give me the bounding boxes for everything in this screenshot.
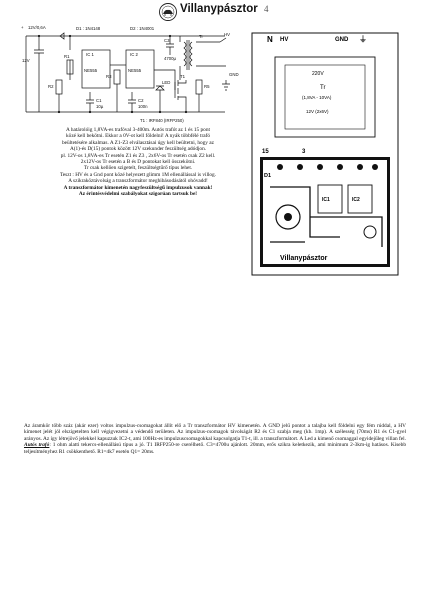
pcb-gnd-label: GND xyxy=(335,37,349,43)
schematic-r3-label: R3 xyxy=(106,74,112,79)
schematic-tr-label: Tr xyxy=(199,34,203,39)
instructions-block xyxy=(28,127,248,197)
schematic-ic1-label: IC 1 xyxy=(86,52,94,57)
schematic-ic1-part: NE555 xyxy=(84,68,98,73)
schematic-c1-label: C1 xyxy=(96,98,102,103)
instruction-line: pl. 12V-os 1,8VA-es Tr esetén Z1 és Z3 , 2x6V-os Tr esetén csak Z2 kell. xyxy=(60,152,216,159)
schematic-c2-label: C2 xyxy=(138,98,144,103)
schematic-hv-label: HV xyxy=(224,32,230,37)
schematic-c2-value: 100n xyxy=(138,104,148,109)
schematic-r5-label: R5 xyxy=(204,84,210,89)
instruction-line: A szikraköztávolság a transzformátor meghibásodásától ohóvadd! xyxy=(68,178,208,185)
description-part-2: : 1 ohm alatti tekercs-ellenállású típus a jó. T1 IRFP250-re cserélhető. C3=4700u ajánlott. 20mm, erős szikra keletkezik, ami minimum 2-3km-ig hatásos. Kisebb teljesítményhez R1 csökkenthető. R1=4k7 esetén Q1= 20ms. xyxy=(24,442,406,455)
schematic-c3-value: 4700µ xyxy=(164,56,177,61)
description-underline: Autós trafó xyxy=(24,442,50,449)
schematic-r1-label: R1 xyxy=(64,54,70,59)
pcb-terminal-3: 3 xyxy=(302,149,306,155)
pcb-tr-label: Tr xyxy=(320,85,326,91)
pcb-layout xyxy=(250,27,400,277)
schematic-c3-label: C3 xyxy=(164,38,170,43)
schematic-plus-label: + xyxy=(21,25,24,30)
page-mark: 4 xyxy=(264,4,269,14)
schematic-volt-label: 12V xyxy=(22,58,30,63)
description-part-1: Az áramkör több száz (akár ezer) voltos impulzus-csomagokat állít elő a Tr transzformátor HV kimenetén. A GND jelű pontot a talajba kell földelni egy fém rúddal, a HV kimenet jelét jól elszigetelten kell végigvezetni a védendő területen. Az impulzus-csomagok távolságát R2 és C1 szabja meg (kb. 1mp). A szélesség (70ms) R1 és C1-gyel arányos. Az így létrejövő jelekkel kapuzzuk IC2-t, ami 100Hz-es impulzuscsomagokkal kapcsolgatja T1-t, ill. a transzformátort. A Led a kimenő csomaggal egyidejűleg villan fel. xyxy=(24,423,406,442)
schematic-r2-label: R2 xyxy=(48,84,54,89)
description-paragraph xyxy=(24,423,406,455)
pcb-hv-label: HV xyxy=(280,37,289,43)
pcb-ic2-label: IC2 xyxy=(352,197,360,203)
instruction-line: 2x12V-os Tr esetén a B és D pontokat kell összekötni. xyxy=(80,159,196,166)
pcb-tr-spec: (1,8VA - 10VA) xyxy=(302,95,332,100)
schematic-led-label: LED xyxy=(162,80,171,85)
pcb-gnd-symbol: ⏚ xyxy=(359,35,367,44)
schematic-ic2-part: NE555 xyxy=(128,68,142,73)
schematic-t1-label: T1 xyxy=(180,74,186,79)
warning-line: Az érintésvédelmi szabályokat szigorúan tartsuk be! xyxy=(78,191,198,198)
schematic-gnd-label: GND xyxy=(229,72,239,77)
schematic-d1-label: D1 : 1N4148 xyxy=(76,26,101,31)
page-title: Villanypásztor xyxy=(180,3,258,15)
instruction-line: A(1)-és D(15) pontok között 12V szekunder feszültség adódjon. xyxy=(69,146,207,153)
pcb-terminal-15: 15 xyxy=(262,149,269,155)
instruction-line: Tr csak kellően szigetelt, feszültségtűrő típus lehet. xyxy=(83,165,193,172)
pcb-n-mark: N xyxy=(267,35,273,44)
instruction-line: A határolóig 1,8VA-es trafóval 3-400m. Autós trafót az 1 és 15 pont xyxy=(66,127,210,133)
pcb-brand: Villanypásztor xyxy=(280,255,328,262)
schematic-d2-label: D2 : 1N4001 xyxy=(130,26,155,31)
schematic-t1-part: T1 : IRF840 (IRFP250) xyxy=(140,118,184,123)
pcb-d1-label: D1 xyxy=(264,173,272,179)
pcb-ic1-label: IC1 xyxy=(322,197,330,203)
schematic-ic2-label: IC 2 xyxy=(130,52,138,57)
instruction-line: beültetésére alkalmas. A Z1-Z3 elválasztásai úgy kell beültetni, hogy az xyxy=(62,139,214,146)
instruction-line: közé kell bekötni. Ekkor a 0V-ot kell földelni! A nyák többfélé trafó xyxy=(66,133,210,140)
instruction-line: Teszt : HV és a Gnd pont közé helyezett glimm 1M ellenállással is villog. xyxy=(59,171,217,178)
pcb-220v: 220V xyxy=(312,71,324,77)
schematic-c1-value: 10µ xyxy=(96,104,104,109)
circuit-schematic xyxy=(20,20,245,125)
pasture-logo-icon xyxy=(156,2,180,22)
pcb-12v: 12V (2x6V) xyxy=(306,109,329,114)
schematic-dc-label: 12V/0,6A xyxy=(28,25,46,30)
warning-line: A transzformátor kimenetén nagyfeszültségű impulzusok vannak! xyxy=(63,184,213,191)
